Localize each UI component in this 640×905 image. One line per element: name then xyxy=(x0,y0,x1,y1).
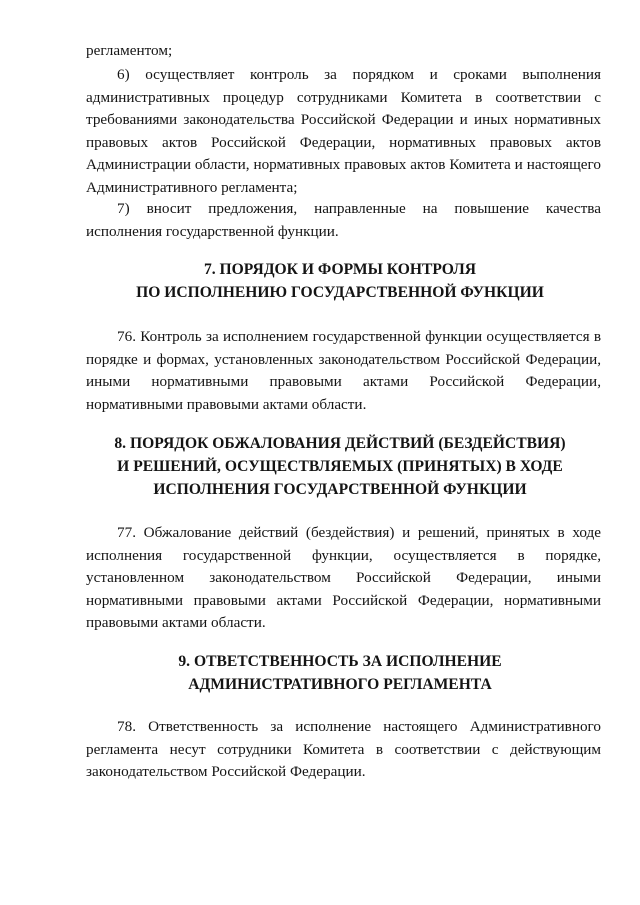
heading-line: ИСПОЛНЕНИЯ ГОСУДАРСТВЕННОЙ ФУНКЦИИ xyxy=(153,481,527,498)
section-heading-8 xyxy=(60,432,620,501)
paragraph-77: 77. Обжалование действий (бездействия) и решений, принятых в ходе исполнения государственной функции, осуществляется в порядке, установленном законодательством Российской Федерации, иными нормативными правовыми актами Российской Федерации, нормативными правовыми актами области. xyxy=(86,524,601,631)
heading-line: И РЕШЕНИЙ, ОСУЩЕСТВЛЯЕМЫХ (ПРИНЯТЫХ) В ХОДЕ xyxy=(117,458,563,475)
paragraph-item-7: 7) вносит предложения, направленные на повышение качества исполнения государственной функции. xyxy=(86,200,601,240)
section-heading-7 xyxy=(60,258,620,304)
paragraph-78: 78. Ответственность за исполнение настоящего Административного регламента несут сотрудники Комитета в соответствии с действующим законодательством Российской Федерации. xyxy=(86,718,601,780)
heading-line: 9. ОТВЕТСТВЕННОСТЬ ЗА ИСПОЛНЕНИЕ xyxy=(178,653,502,670)
paragraph-76: 76. Контроль за исполнением государственной функции осуществляется в порядке и формах, установленных законодательством Российской Федерации, иными нормативными правовыми актами Российской Федерации, нормативными правовыми актами области. xyxy=(86,328,601,413)
paragraph-continuation: регламентом; xyxy=(86,42,173,59)
heading-line: АДМИНИСТРАТИВНОГО РЕГЛАМЕНТА xyxy=(188,676,492,693)
heading-line: 8. ПОРЯДОК ОБЖАЛОВАНИЯ ДЕЙСТВИЙ (БЕЗДЕЙСТВИЯ) xyxy=(114,435,566,452)
heading-line: 7. ПОРЯДОК И ФОРМЫ КОНТРОЛЯ xyxy=(203,261,477,278)
heading-line: ПО ИСПОЛНЕНИЮ ГОСУДАРСТВЕННОЙ ФУНКЦИИ xyxy=(136,284,544,301)
paragraph-item-6: 6) осуществляет контроль за порядком и сроками выполнения административных процедур сотрудниками Комитета в соответствии с требованиями законодательства Российской Федерации и иных нормативных правовых актов Российской Федерации, нормативных правовых актов Администрации области, нормативных правовых актов Комитета и настоящего Административного регламента; xyxy=(86,66,601,196)
section-heading-9 xyxy=(60,650,620,696)
